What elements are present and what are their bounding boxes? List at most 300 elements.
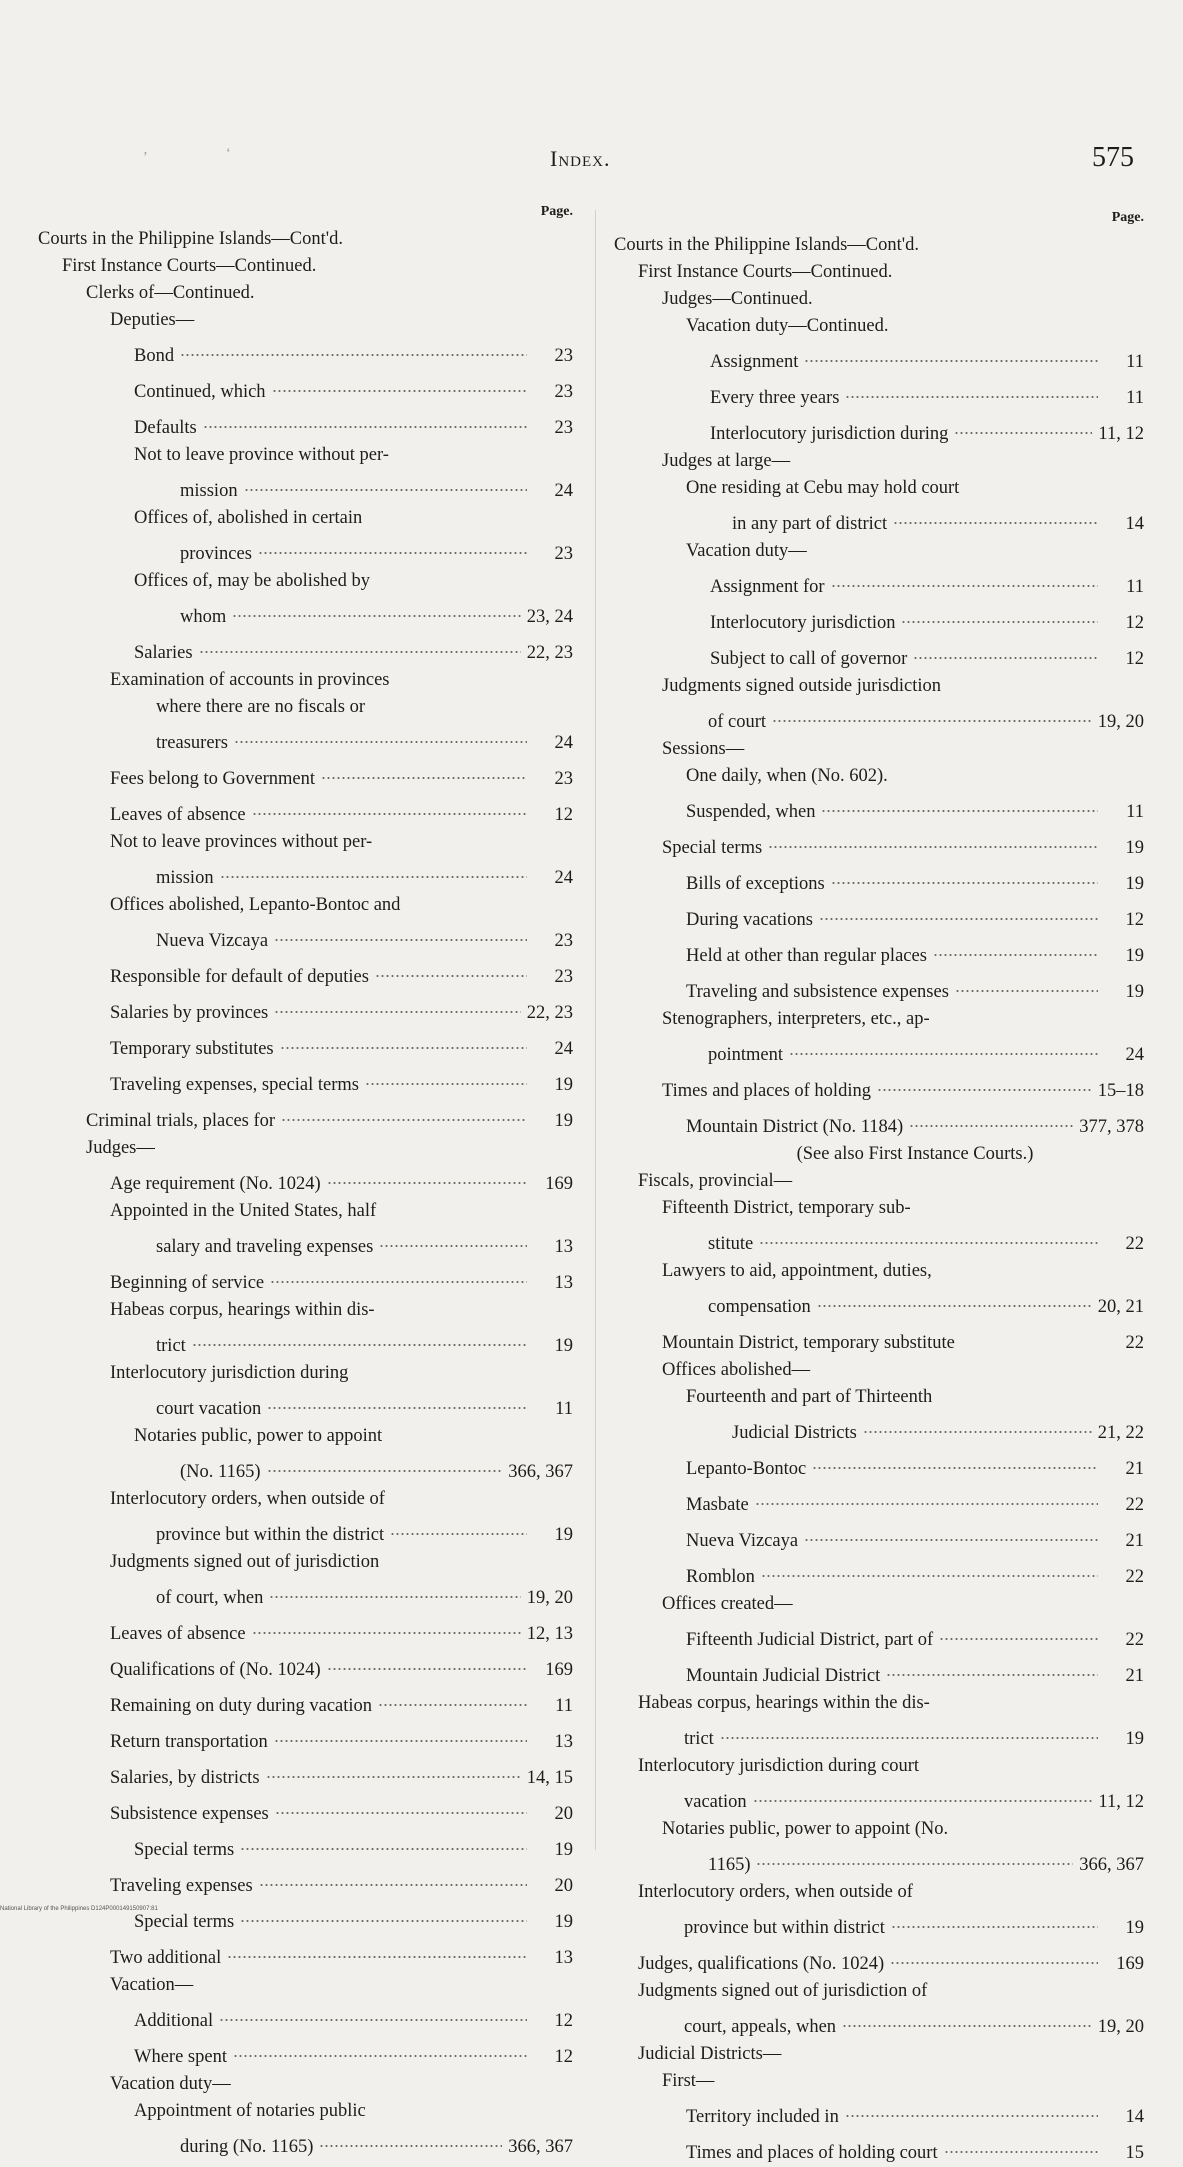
dot-leader: [720, 1717, 1098, 1744]
entry-text: Mountain District, temporary substitute: [662, 1333, 955, 1353]
running-title: Index.: [550, 146, 611, 171]
dot-leader: [891, 1906, 1098, 1933]
index-entry: [614, 1591, 1144, 1618]
entry-line: [638, 1906, 1144, 1942]
dot-leader: [220, 856, 527, 883]
entry-page: 19: [554, 1111, 573, 1131]
entry-line: [110, 1387, 573, 1423]
index-entry: [614, 1447, 1144, 1483]
entry-text: Judgments signed out of jurisdiction of: [638, 1981, 928, 2001]
entry-text: Assignment for: [710, 577, 825, 597]
page-header: [0, 140, 1183, 180]
entry-text: Salaries: [134, 643, 193, 663]
entry-page: 22, 23: [526, 1003, 573, 1023]
index-entry: [38, 991, 573, 1027]
entry-line: [134, 595, 573, 631]
index-entry: [614, 673, 1144, 736]
index-entry: [38, 1297, 573, 1360]
index-entry: [38, 955, 573, 991]
dot-leader: [319, 2125, 502, 2152]
entry-line: [710, 340, 1144, 376]
entry-line: [662, 1033, 1144, 1069]
entry-line: [134, 1999, 573, 2035]
index-entry: [614, 1258, 1144, 1321]
entry-text: Every three years: [710, 388, 840, 408]
entry-line: [686, 790, 1144, 826]
entry-text: Mountain Judicial District: [686, 1666, 881, 1686]
entry-line: [662, 1285, 1144, 1321]
entry-line: [110, 1684, 573, 1720]
entry-text: Responsible for default of deputies: [110, 967, 369, 987]
dot-leader: [831, 862, 1098, 889]
entry-text: trict: [684, 1729, 714, 1749]
index-entry: [614, 412, 1144, 448]
index-entry: [38, 2098, 573, 2161]
entry-line: [110, 1864, 573, 1900]
entry-page: 23: [554, 931, 573, 951]
dot-leader: [944, 2131, 1098, 2158]
dot-leader: [232, 595, 521, 622]
entry-page: 14: [1125, 2107, 1144, 2127]
entry-text: First Instance Courts—Continued.: [638, 262, 893, 282]
scan-credit: National Library of the Philippines D124P000149150907:81: [0, 1906, 158, 1912]
entry-line: [134, 1828, 573, 1864]
index-entry: [38, 1720, 573, 1756]
dot-leader: [266, 1756, 521, 1783]
entry-text: Judicial Districts—: [638, 2044, 782, 2064]
entry-page: 23: [554, 346, 573, 366]
index-entry: [38, 1648, 573, 1684]
entry-page: 22: [1125, 1630, 1144, 1650]
entry-text: First Instance Courts—Continued.: [62, 256, 317, 276]
entry-line: [134, 631, 573, 667]
index-entry: [38, 253, 573, 280]
dot-leader: [327, 1648, 527, 1675]
index-entry: [38, 280, 573, 307]
dot-leader: [244, 469, 527, 496]
entry-text: Appointment of notaries public: [134, 2101, 366, 2121]
entry-text: province but within district: [684, 1918, 885, 1938]
index-entry: [38, 1792, 573, 1828]
index-entry: [614, 1168, 1144, 1195]
entry-text: vacation: [684, 1792, 747, 1812]
entry-text: Judicial Districts: [732, 1423, 857, 1443]
dot-leader: [270, 1261, 527, 1288]
dot-leader: [252, 1612, 521, 1639]
index-entry: [614, 2131, 1144, 2167]
entry-page: 23: [554, 967, 573, 987]
entry-text: Courts in the Philippine Islands—Cont'd.: [38, 229, 343, 249]
index-entry: [38, 1549, 573, 1612]
entry-text: Age requirement (No. 1024): [110, 1174, 321, 1194]
entry-page: 21: [1125, 1666, 1144, 1686]
entry-text: One residing at Cebu may hold court: [686, 478, 960, 498]
index-entry: [38, 1684, 573, 1720]
index-column-right: [614, 200, 1144, 2167]
entry-page: 19: [1125, 1918, 1144, 1938]
entry-page: 11: [1126, 388, 1144, 408]
entry-line: [686, 1618, 1144, 1654]
entry-line: [110, 1576, 573, 1612]
entry-text: Examination of accounts in provinces: [110, 670, 390, 690]
entry-page: 366, 367: [1079, 1855, 1144, 1875]
entry-text: Judges at large—: [662, 451, 791, 471]
index-entry: [614, 1195, 1144, 1258]
entry-text: Fourteenth and part of Thirteenth: [686, 1387, 933, 1407]
entry-line: [110, 793, 573, 829]
entry-text: First—: [662, 2071, 715, 2091]
scan-speck: ‘: [226, 146, 231, 161]
entry-text: Additional: [134, 2011, 214, 2031]
entry-text: Held at other than regular places: [686, 946, 927, 966]
index-entry: [38, 334, 573, 370]
entry-line: [686, 2095, 1144, 2131]
index-column-left: [38, 200, 573, 2161]
index-entry: [38, 1261, 573, 1297]
index-entry: [614, 826, 1144, 862]
index-entry: [614, 232, 1144, 259]
entry-page: 12: [1125, 910, 1144, 930]
entry-page: 23: [554, 544, 573, 564]
index-entry: [614, 1483, 1144, 1519]
entry-line: [110, 1720, 573, 1756]
entry-line: [662, 1069, 1144, 1105]
index-entry: [38, 1999, 573, 2035]
dot-leader: [269, 1576, 520, 1603]
dot-leader: [321, 757, 527, 784]
index-entry: [38, 307, 573, 334]
index-entry: [38, 1612, 573, 1648]
entry-page: 19, 20: [1097, 2017, 1144, 2037]
index-entry: [38, 406, 573, 442]
entry-line: [110, 1648, 573, 1684]
entry-line: [638, 1780, 1144, 1816]
entry-line: [686, 502, 1144, 538]
index-entry: [38, 631, 573, 667]
entry-text: Defaults: [134, 418, 197, 438]
index-entry: [38, 829, 573, 892]
dot-leader: [812, 1447, 1098, 1474]
entry-line: [662, 1843, 1144, 1879]
entry-line: [662, 1222, 1144, 1258]
entry-text: mission: [156, 868, 214, 888]
entry-line: [110, 1936, 573, 1972]
dot-leader: [375, 955, 527, 982]
dot-leader: [275, 1792, 527, 1819]
dot-leader: [274, 1720, 527, 1747]
dot-leader: [258, 532, 527, 559]
index-entry: [614, 313, 1144, 340]
entry-text: Continued, which: [134, 382, 266, 402]
dot-leader: [821, 790, 1098, 817]
dot-leader: [234, 721, 527, 748]
entry-text: Offices abolished, Lepanto-Bontoc and: [110, 895, 401, 915]
index-entry: [614, 898, 1144, 934]
entry-page: 11: [555, 1399, 573, 1419]
dot-leader: [756, 1843, 1073, 1870]
entry-line: [110, 1612, 573, 1648]
dot-leader: [233, 2035, 527, 2062]
dot-leader: [378, 1684, 527, 1711]
entry-line: [686, 1519, 1144, 1555]
index-entry: [38, 2071, 573, 2098]
entry-line: [134, 532, 573, 568]
entry-line: [110, 919, 573, 955]
entry-page: 11, 12: [1098, 424, 1144, 444]
dot-leader: [281, 1099, 527, 1126]
entry-text: Interlocutory jurisdiction during: [110, 1363, 349, 1383]
entry-text: Criminal trials, places for: [86, 1111, 276, 1131]
page-column-label: Page.: [1111, 210, 1144, 225]
index-entry: [614, 376, 1144, 412]
entry-line: [110, 1063, 573, 1099]
entry-line: [134, 1900, 573, 1936]
entry-line: [710, 412, 1144, 448]
entry-text: Notaries public, power to appoint (No.: [662, 1819, 949, 1839]
entry-text: Offices of, may be abolished by: [134, 571, 370, 591]
dot-leader: [842, 2005, 1092, 2032]
entry-page: 11: [1126, 352, 1144, 372]
index-entry: [38, 667, 573, 757]
dot-leader: [761, 1555, 1098, 1582]
entry-text: Special terms: [662, 838, 763, 858]
index-entry: [38, 442, 573, 505]
dot-leader: [753, 1780, 1093, 1807]
dot-leader: [327, 1162, 527, 1189]
entry-text: Vacation duty—Continued.: [686, 316, 889, 336]
entry-page: 19: [1125, 1729, 1144, 1749]
index-entry: [614, 286, 1144, 313]
entry-page: 11: [1126, 802, 1144, 822]
entry-text: Interlocutory jurisdiction during court: [638, 1756, 920, 1776]
scan-speck: ’: [143, 150, 148, 165]
index-entry: [614, 259, 1144, 286]
entry-page: 13: [554, 1237, 573, 1257]
entry-text: Assignment: [710, 352, 799, 372]
index-entry: [38, 568, 573, 631]
entry-text: Special terms: [134, 1840, 235, 1860]
index-entry: [614, 1816, 1144, 1879]
entry-text: Lepanto-Bontoc: [686, 1459, 807, 1479]
entry-page: 14: [1125, 514, 1144, 534]
index-entry: [614, 601, 1144, 637]
dot-leader: [768, 826, 1098, 853]
entry-text: Leaves of absence: [110, 1624, 246, 1644]
entry-page: 21, 22: [1097, 1423, 1144, 1443]
dot-leader: [831, 565, 1098, 592]
index-entry: [38, 1027, 573, 1063]
index-entry: [614, 1942, 1144, 1978]
dot-leader: [955, 970, 1098, 997]
entry-page: 13: [554, 1948, 573, 1968]
index-entry: [614, 1654, 1144, 1690]
dot-leader: [199, 631, 521, 658]
index-entry: [614, 763, 1144, 790]
dot-leader: [365, 1063, 527, 1090]
entry-page: 19: [554, 1525, 573, 1545]
entry-page: 19: [1125, 946, 1144, 966]
entry-text: Clerks of—Continued.: [86, 283, 255, 303]
entry-text: whom: [180, 607, 227, 627]
entry-page: 13: [554, 1732, 573, 1752]
entry-text: Sessions—: [662, 739, 745, 759]
entry-text: trict: [156, 1336, 186, 1356]
entry-page: 23: [554, 418, 573, 438]
dot-leader: [267, 1450, 503, 1477]
entry-text: Bond: [134, 346, 175, 366]
entry-text: Offices created—: [662, 1594, 793, 1614]
entry-text: Times and places of holding: [662, 1081, 871, 1101]
entry-text: Courts in the Philippine Islands—Cont'd.: [614, 235, 919, 255]
entry-text: Two additional: [110, 1948, 222, 1968]
entry-text: Interlocutory orders, when outside of: [110, 1489, 385, 1509]
index-entry: [614, 1978, 1144, 2041]
index-entry: [38, 1864, 573, 1900]
index-entry: [38, 1162, 573, 1198]
index-entry: [614, 1069, 1144, 1105]
index-entry: [38, 1198, 573, 1261]
entry-text: of court: [708, 712, 767, 732]
index-entry: [614, 790, 1144, 826]
dot-leader: [240, 1900, 527, 1927]
entry-line: [638, 1717, 1144, 1753]
entry-text: Habeas corpus, hearings within the dis-: [638, 1693, 930, 1713]
entry-page: 24: [1125, 1045, 1144, 1065]
entry-page: 24: [554, 481, 573, 501]
dot-leader: [863, 1411, 1092, 1438]
entry-page: 22: [1125, 1234, 1144, 1254]
entry-line: [662, 1321, 1144, 1357]
entry-text: Temporary substitutes: [110, 1039, 274, 1059]
entry-text: Where spent: [134, 2047, 227, 2067]
entry-page: 12: [554, 2011, 573, 2031]
entry-text: Leaves of absence: [110, 805, 246, 825]
entry-line: [110, 1324, 573, 1360]
index-entry: [614, 2041, 1144, 2068]
dot-leader: [259, 1864, 527, 1891]
page-column-label: Page.: [540, 204, 573, 219]
index-entry: [614, 970, 1144, 1006]
entry-text: Interlocutory orders, when outside of: [638, 1882, 913, 1902]
entry-line: [686, 1654, 1144, 1690]
entry-text: Special terms: [134, 1912, 235, 1932]
index-entry: [38, 1063, 573, 1099]
entry-page: 22: [1125, 1495, 1144, 1515]
entry-page: 11, 12: [1098, 1792, 1144, 1812]
entry-line: [134, 406, 573, 442]
index-entry: [38, 793, 573, 829]
index-entry: [614, 538, 1144, 565]
entry-text: Times and places of holding court: [686, 2143, 938, 2163]
entry-text: pointment: [708, 1045, 784, 1065]
index-entry: [38, 226, 573, 253]
entry-line: [638, 1942, 1144, 1978]
entry-page: 12: [554, 2047, 573, 2067]
entry-text: Vacation duty—: [110, 2074, 231, 2094]
entry-text-continued: where there are no fiscals or: [156, 697, 366, 717]
entry-text: Traveling expenses: [110, 1876, 253, 1896]
entry-text: mission: [180, 481, 238, 501]
entry-text: Subject to call of governor: [710, 649, 908, 669]
dot-leader: [804, 340, 1098, 367]
entry-text: Bills of exceptions: [686, 874, 825, 894]
entry-page: 377, 378: [1079, 1117, 1144, 1137]
dot-leader: [939, 1618, 1098, 1645]
index-entry: [614, 736, 1144, 763]
entry-line: [662, 700, 1144, 736]
dot-leader: [954, 412, 1092, 439]
entry-page: 19: [1125, 838, 1144, 858]
dot-leader: [789, 1033, 1098, 1060]
index-entry: [614, 565, 1144, 601]
entry-page: 22, 23: [526, 643, 573, 663]
dot-leader: [845, 376, 1098, 403]
index-entry: [614, 448, 1144, 475]
entry-page: 19, 20: [1097, 712, 1144, 732]
entry-page: 20, 21: [1097, 1297, 1144, 1317]
entry-text: province but within the district: [156, 1525, 385, 1545]
entry-page: 169: [545, 1174, 573, 1194]
index-entry: [614, 1519, 1144, 1555]
dot-leader: [890, 1942, 1098, 1969]
column-divider: [595, 210, 596, 1850]
entry-text: compensation: [708, 1297, 811, 1317]
index-entry: [614, 1105, 1144, 1141]
entry-page: 24: [554, 733, 573, 753]
entry-text: Vacation duty—: [686, 541, 807, 561]
entry-text: Fiscals, provincial—: [638, 1171, 793, 1191]
entry-page: 19, 20: [526, 1588, 573, 1608]
entry-line: [686, 898, 1144, 934]
entry-page: 366, 367: [508, 1462, 573, 1482]
entry-page: 11: [555, 1696, 573, 1716]
entry-text: One daily, when (No. 602).: [686, 766, 888, 786]
dot-leader: [877, 1069, 1092, 1096]
entry-text: Salaries by provinces: [110, 1003, 269, 1023]
entry-text: Offices of, abolished in certain: [134, 508, 363, 528]
entry-line: [710, 376, 1144, 412]
index-entries: [614, 232, 1144, 2167]
entry-text: provinces: [180, 544, 252, 564]
entry-text: of court, when: [156, 1588, 264, 1608]
dot-leader: [893, 502, 1098, 529]
entry-text: Remaining on duty during vacation: [110, 1696, 373, 1716]
entry-text: Vacation—: [110, 1975, 194, 1995]
dot-leader: [252, 793, 527, 820]
index-entry: [38, 1423, 573, 1486]
entry-text: Beginning of service: [110, 1273, 265, 1293]
index-entry: [614, 2068, 1144, 2095]
entry-text: During vacations: [686, 910, 813, 930]
entry-line: [110, 955, 573, 991]
entry-page: 12: [1125, 613, 1144, 633]
dot-leader: [759, 1222, 1098, 1249]
entry-page: 15: [1125, 2143, 1144, 2163]
entry-line: [134, 2125, 573, 2161]
entry-line: [134, 469, 573, 505]
entry-line: [110, 1756, 573, 1792]
index-entry: [38, 1135, 573, 1162]
dot-leader: [961, 1321, 1098, 1348]
index-entry: [614, 1357, 1144, 1384]
entry-page: 20: [554, 1804, 573, 1824]
entry-text: Fifteenth District, temporary sub-: [662, 1198, 911, 1218]
index-entry: [614, 1753, 1144, 1816]
entry-text: Judges—: [86, 1138, 155, 1158]
entry-text: 1165): [708, 1855, 751, 1875]
entry-line: [134, 334, 573, 370]
entry-text: Notaries public, power to appoint: [134, 1426, 383, 1446]
